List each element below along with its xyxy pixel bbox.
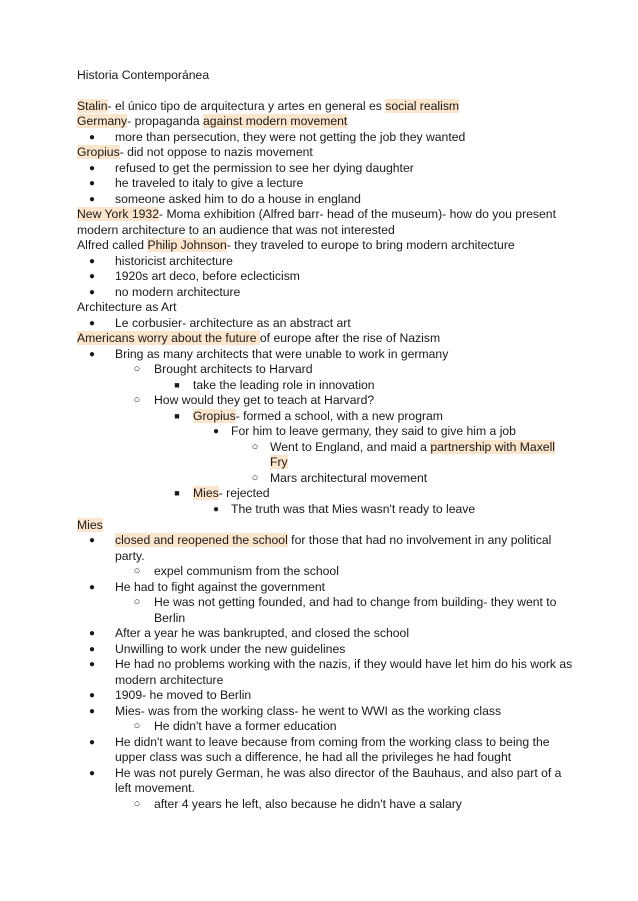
bullet-disc-icon: ● — [212, 426, 220, 437]
highlighted-text: Gropius — [77, 145, 120, 159]
bullet-circle-icon: ○ — [133, 363, 141, 375]
line-text: he traveled to italy to give a lecture — [115, 176, 304, 190]
list-item — [193, 378, 375, 393]
bullet-circle-icon: ○ — [251, 441, 259, 453]
line-text: Mies- was from the working class- he went to WWI as the working class — [115, 704, 502, 718]
bullet-disc-icon: ● — [88, 163, 96, 174]
list-item — [154, 564, 339, 579]
line-text: Le corbusier- architecture as an abstract art — [115, 316, 351, 330]
bullet-circle-icon: ○ — [133, 720, 141, 732]
bullet-disc-icon: ● — [88, 318, 96, 329]
list-item — [115, 781, 195, 796]
bullet-square-icon: ■ — [174, 411, 180, 421]
list-item — [115, 130, 465, 145]
highlighted-text: closed and reopened the school — [115, 533, 288, 547]
list-item — [115, 269, 300, 284]
list-item — [115, 533, 551, 548]
line-text: He was not purely German, he was also director of the Bauhaus, and also part of a — [115, 766, 562, 780]
list-item — [154, 797, 462, 812]
list-item — [231, 502, 475, 517]
line-text: modern architecture to an audience that was not interested — [77, 223, 395, 237]
list-item — [115, 704, 501, 719]
line-text: refused to get the permission to see her dying daughter — [115, 161, 414, 175]
list-item — [270, 455, 288, 470]
list-item — [154, 362, 313, 377]
list-item — [270, 471, 427, 486]
line-text: Architecture as Art — [77, 300, 177, 314]
bullet-circle-icon: ○ — [133, 596, 141, 608]
highlighted-text: Germany — [77, 114, 128, 128]
bullet-disc-icon: ● — [88, 132, 96, 143]
line-text: He was not getting founded, and had to change from building- they went to — [154, 595, 557, 609]
line-text: - propaganda — [127, 114, 204, 128]
list-item — [115, 347, 448, 362]
highlighted-text: Americans worry about the future — [77, 331, 260, 345]
list-item — [115, 673, 223, 688]
list-item — [154, 611, 185, 626]
line-text: After a year he was bankrupted, and closed the school — [115, 626, 410, 640]
document-line — [77, 300, 177, 315]
bullet-disc-icon: ● — [88, 349, 96, 360]
highlighted-text: Fry — [270, 455, 288, 469]
bullet-circle-icon: ○ — [133, 798, 141, 810]
line-text: - el único tipo de arquitectura y artes en general es — [107, 99, 386, 113]
line-text: Unwilling to work under the new guidelines — [115, 642, 346, 656]
document-line — [77, 207, 556, 222]
line-text: Historia Contemporánea — [77, 68, 210, 82]
list-item — [193, 486, 270, 501]
line-text: - rejected — [218, 486, 270, 500]
list-item — [115, 192, 361, 207]
line-text: How would they get to teach at Harvard? — [154, 393, 375, 407]
line-text: 1920s art deco, before eclecticism — [115, 269, 300, 283]
bullet-disc-icon: ● — [88, 690, 96, 701]
line-text: He had no problems working with the nazis, if they would have let him do his work as — [115, 657, 573, 671]
line-text: 1909- he moved to Berlin — [115, 688, 252, 702]
document-line — [77, 238, 515, 253]
line-text: someone asked him to do a house in england — [115, 192, 361, 206]
line-text: historicist architecture — [115, 254, 233, 268]
bullet-disc-icon: ● — [88, 535, 96, 546]
list-item — [154, 595, 556, 610]
line-text: - they traveled to europe to bring modern architecture — [226, 238, 515, 252]
bullet-circle-icon: ○ — [133, 565, 141, 577]
bullet-disc-icon: ● — [88, 737, 96, 748]
line-text: Alfred called — [77, 238, 148, 252]
line-text: He didn't have a former education — [154, 719, 337, 733]
bullet-disc-icon: ● — [88, 287, 96, 298]
line-text: He didn't want to leave because from coming from the working class to being the — [115, 735, 550, 749]
list-item — [115, 176, 303, 191]
highlighted-text: Mies — [193, 486, 219, 500]
highlighted-text: partnership with Maxell — [430, 440, 555, 454]
bullet-circle-icon: ○ — [251, 472, 259, 484]
highlighted-text: Philip Johnson — [147, 238, 227, 252]
bullet-disc-icon: ● — [88, 178, 96, 189]
document-line — [77, 223, 395, 238]
highlighted-text: social realism — [385, 99, 460, 113]
line-text: modern architecture — [115, 673, 224, 687]
list-item — [115, 626, 409, 641]
list-item — [154, 719, 337, 734]
list-item — [115, 161, 414, 176]
list-item — [115, 642, 345, 657]
list-item — [193, 409, 443, 424]
bullet-circle-icon: ○ — [133, 394, 141, 406]
line-text: left movement. — [115, 781, 195, 795]
document-line — [77, 518, 103, 533]
highlighted-text: against modern movement — [203, 114, 348, 128]
highlighted-text: Stalin — [77, 99, 108, 113]
line-text: - formed a school, with a new program — [235, 409, 443, 423]
line-text: upper class was such a difference, he had all the privileges he had fought — [115, 750, 512, 764]
list-item — [115, 285, 240, 300]
document-line — [77, 68, 209, 83]
document-line — [77, 99, 459, 114]
line-text: He had to fight against the government — [115, 580, 326, 594]
list-item — [231, 424, 516, 439]
bullet-disc-icon: ● — [88, 256, 96, 267]
list-item — [115, 750, 511, 765]
line-text: Brought architects to Harvard — [154, 362, 313, 376]
bullet-disc-icon: ● — [88, 194, 96, 205]
line-text: of europe after the rise of Nazism — [259, 331, 441, 345]
line-text: party. — [115, 549, 145, 563]
bullet-disc-icon: ● — [88, 628, 96, 639]
line-text: Went to England, and maid a — [270, 440, 431, 454]
highlighted-text: New York 1932 — [77, 207, 159, 221]
bullet-square-icon: ■ — [174, 380, 180, 390]
bullet-disc-icon: ● — [88, 768, 96, 779]
bullet-disc-icon: ● — [88, 706, 96, 717]
line-text: Berlin — [154, 611, 186, 625]
line-text: - did not oppose to nazis movement — [119, 145, 313, 159]
list-item — [115, 316, 351, 331]
list-item — [115, 735, 550, 750]
line-text: Mars architectural movement — [270, 471, 428, 485]
bullet-disc-icon: ● — [88, 582, 96, 593]
list-item — [115, 688, 251, 703]
list-item — [270, 440, 555, 455]
line-text: after 4 years he left, also because he didn't have a salary — [154, 797, 462, 811]
line-text: take the leading role in innovation — [193, 378, 375, 392]
document-line — [77, 145, 313, 160]
list-item — [115, 657, 572, 672]
document-line — [77, 331, 440, 346]
highlighted-text: Gropius — [193, 409, 236, 423]
bullet-disc-icon: ● — [212, 504, 220, 515]
list-item — [115, 254, 233, 269]
list-item — [115, 580, 325, 595]
bullet-square-icon: ■ — [174, 488, 180, 498]
line-text: for those that had no involvement in any political — [287, 533, 552, 547]
line-text: Bring as many architects that were unable to work in germany — [115, 347, 449, 361]
line-text: For him to leave germany, they said to give him a job — [231, 424, 516, 438]
list-item — [115, 766, 561, 781]
line-text: no modern architecture — [115, 285, 241, 299]
line-text: expel communism from the school — [154, 564, 339, 578]
bullet-disc-icon: ● — [88, 644, 96, 655]
bullet-disc-icon: ● — [88, 271, 96, 282]
document-line — [77, 114, 347, 129]
line-text: - Moma exhibition (Alfred barr- head of the museum)- how do you present — [159, 207, 556, 221]
list-item — [154, 393, 374, 408]
line-text: The truth was that Mies wasn't ready to leave — [231, 502, 476, 516]
line-text: more than persecution, they were not getting the job they wanted — [115, 130, 466, 144]
list-item — [115, 549, 145, 564]
highlighted-text: Mies — [77, 518, 103, 532]
bullet-disc-icon: ● — [88, 659, 96, 670]
